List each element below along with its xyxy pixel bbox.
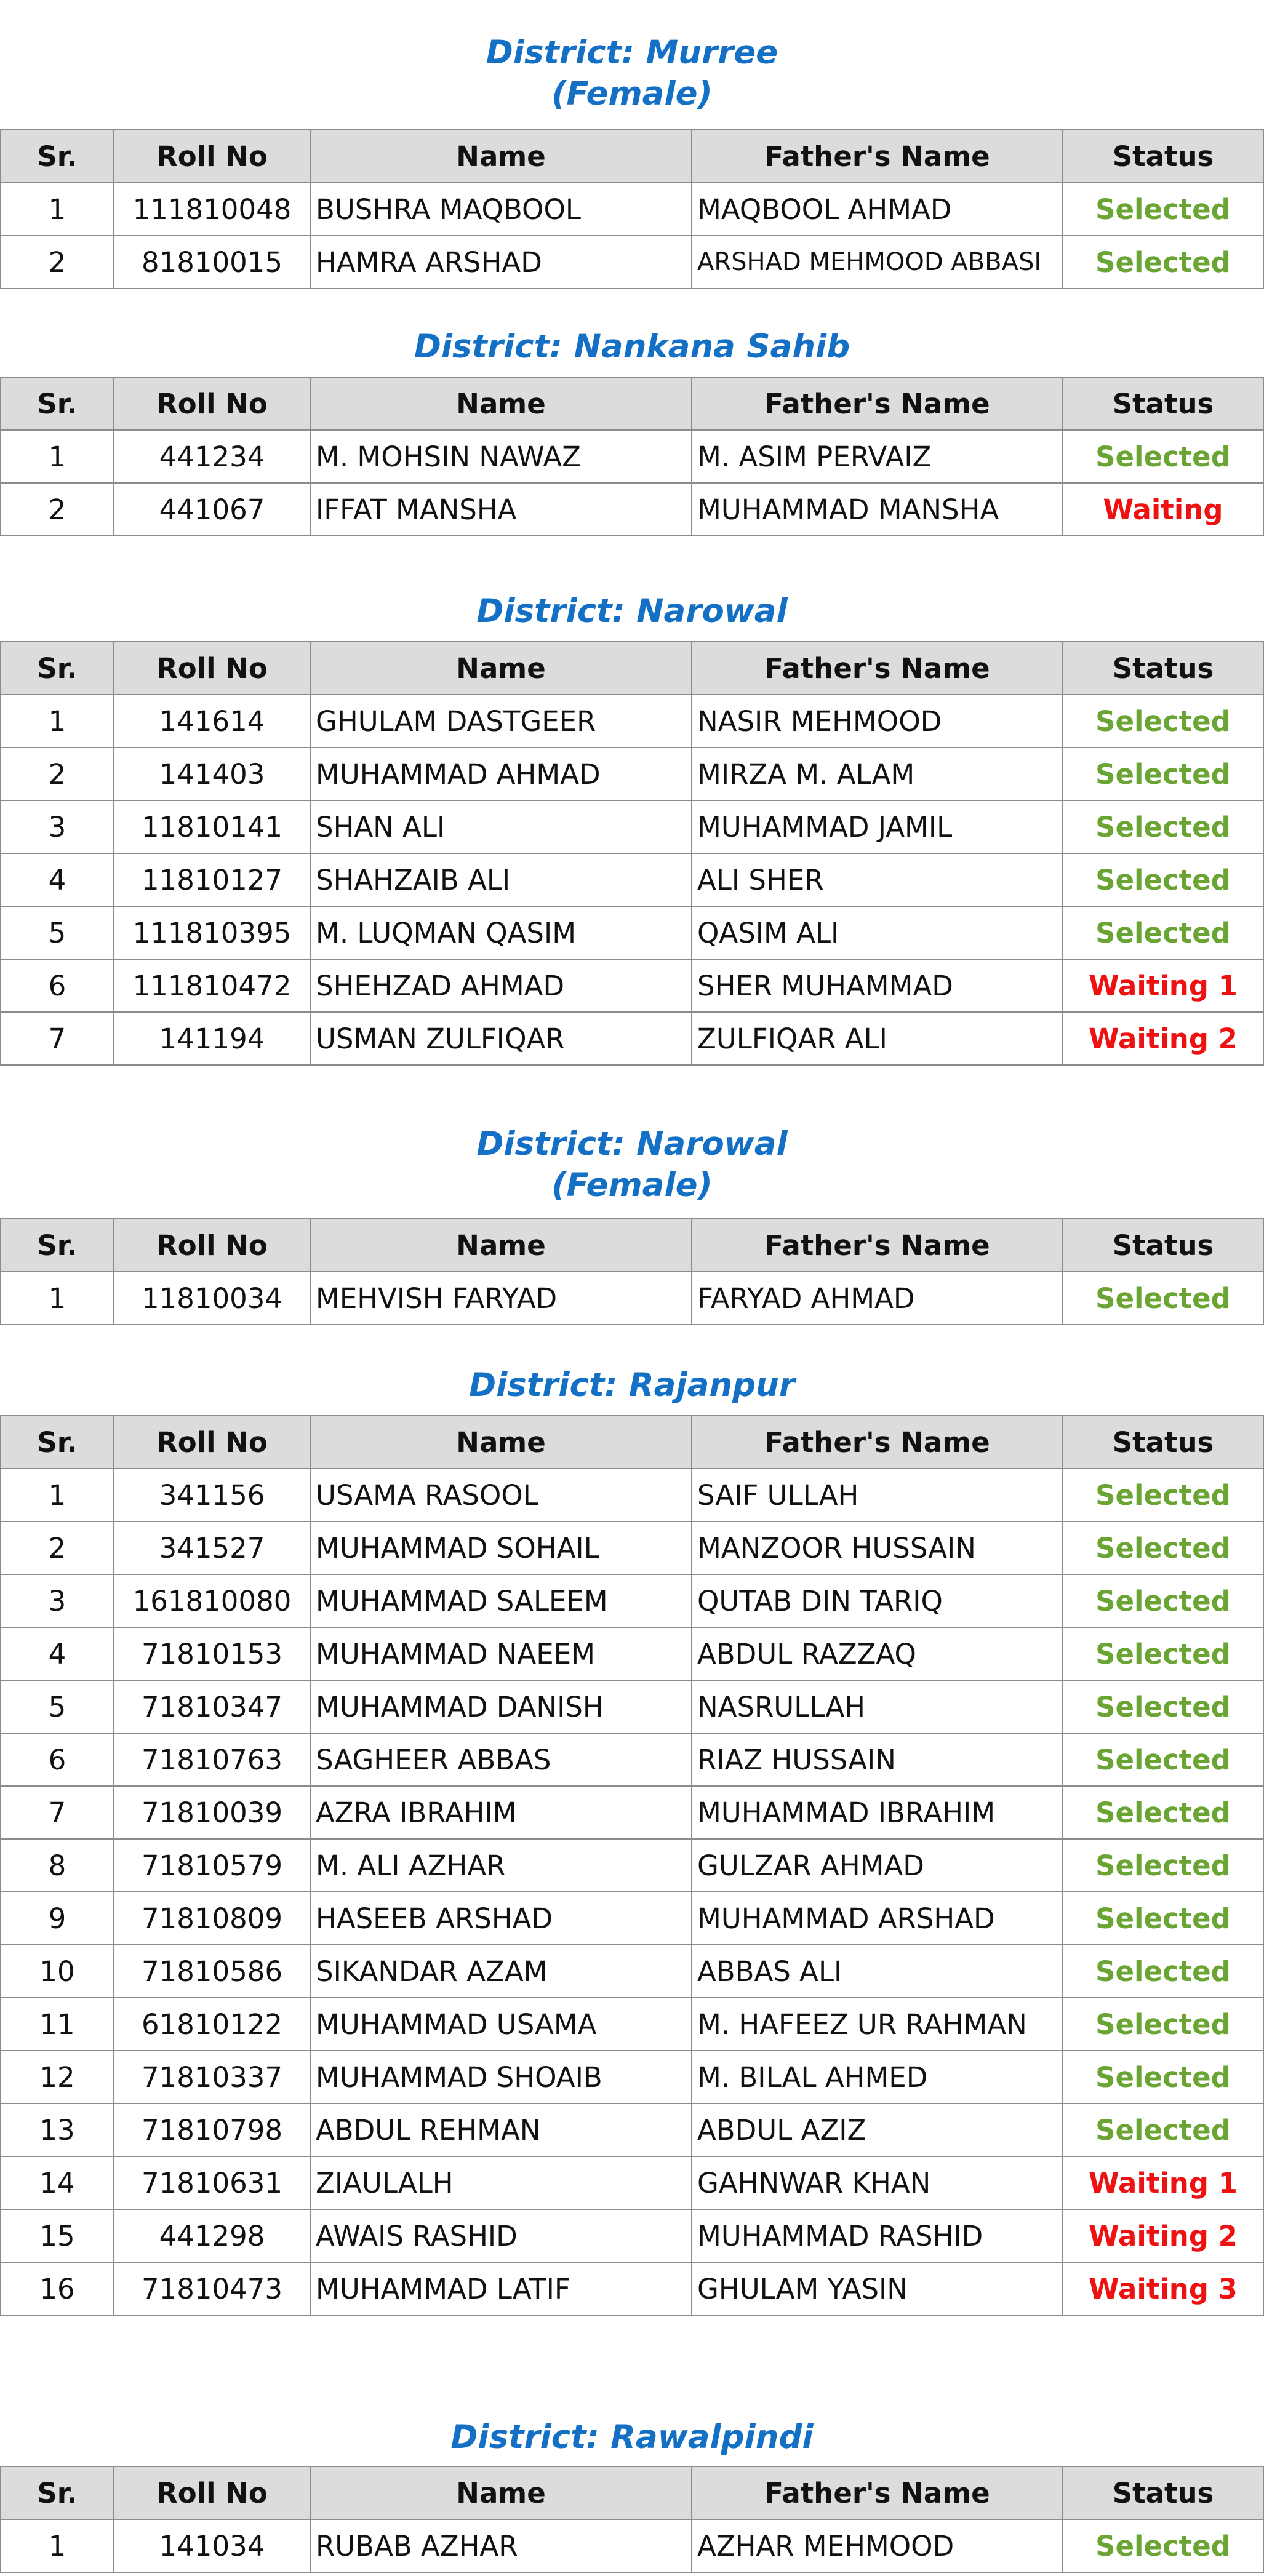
status-cell: Selected [1063,748,1263,800]
sr-cell: 3 [1,800,114,853]
name-cell: MUHAMMAD SHOAIB [310,2051,692,2103]
father-name-cell: NASRULLAH [692,1680,1063,1733]
name-cell: GHULAM DASTGEER [310,695,692,748]
header-status: Status [1063,2466,1263,2519]
sr-cell: 1 [1,2519,114,2572]
district-title [0,1123,1264,1206]
father-name-cell: MIRZA M. ALAM [692,748,1063,800]
name-cell: MUHAMMAD LATIF [310,2262,692,2315]
header-roll-no: Roll No [114,1416,310,1469]
header-status: Status [1063,377,1263,430]
roll-no-cell: 111810472 [114,959,310,1012]
table-header-row [1,377,1263,430]
district-title-line: District: Murree [486,34,778,71]
sr-cell: 8 [1,1839,114,1892]
name-cell: HASEEB ARSHAD [310,1892,692,1945]
status-cell: Waiting 1 [1063,959,1263,1012]
father-name-cell: M. HAFEEZ UR RAHMAN [692,1998,1063,2051]
table-row [1,1680,1263,1733]
district-title [0,2417,1264,2458]
table-row [1,695,1263,748]
father-name-cell: MANZOOR HUSSAIN [692,1521,1063,1574]
roll-no-cell: 71810763 [114,1733,310,1786]
name-cell: M. MOHSIN NAWAZ [310,430,692,483]
name-cell: ZIAULALH [310,2156,692,2209]
father-name-cell: QASIM ALI [692,906,1063,959]
table-row [1,1998,1263,2051]
header-name: Name [310,642,692,695]
roll-no-cell: 141194 [114,1012,310,1065]
district-title [0,32,1264,114]
name-cell: USAMA RASOOL [310,1469,692,1521]
table-row [1,1786,1263,1839]
name-cell: MEHVISH FARYAD [310,1272,692,1325]
status-cell: Selected [1063,1733,1263,1786]
sr-cell: 10 [1,1945,114,1998]
status-cell: Waiting 1 [1063,2156,1263,2209]
sr-cell: 7 [1,1786,114,1839]
header-roll-no: Roll No [114,130,310,183]
roll-no-cell: 71810039 [114,1786,310,1839]
name-cell: SAGHEER ABBAS [310,1733,692,1786]
sr-cell: 9 [1,1892,114,1945]
sr-cell: 1 [1,430,114,483]
table-row [1,1892,1263,1945]
sr-cell: 6 [1,959,114,1012]
father-name-cell: MAQBOOL AHMAD [692,183,1063,236]
district-title-line: (Female) [551,1166,713,1204]
roll-no-cell: 441298 [114,2209,310,2262]
roll-no-cell: 71810347 [114,1680,310,1733]
table-row [1,2051,1263,2103]
header-sr: Sr. [1,130,114,183]
sr-cell: 12 [1,2051,114,2103]
father-name-cell: GHULAM YASIN [692,2262,1063,2315]
sr-cell: 5 [1,1680,114,1733]
status-cell: Selected [1063,1627,1263,1680]
header-roll-no: Roll No [114,2466,310,2519]
name-cell: MUHAMMAD AHMAD [310,748,692,800]
status-cell: Selected [1063,236,1263,289]
header-father-name: Father's Name [692,377,1063,430]
header-status: Status [1063,130,1263,183]
table-row [1,2209,1263,2262]
status-cell: Selected [1063,1272,1263,1325]
results-table [0,377,1264,536]
name-cell: BUSHRA MAQBOOL [310,183,692,236]
father-name-cell: ZULFIQAR ALI [692,1012,1063,1065]
header-name: Name [310,2466,692,2519]
name-cell: MUHAMMAD DANISH [310,1680,692,1733]
status-cell: Selected [1063,1945,1263,1998]
status-cell: Waiting [1063,483,1263,536]
father-name-cell: FARYAD AHMAD [692,1272,1063,1325]
sr-cell: 7 [1,1012,114,1065]
sr-cell: 3 [1,1574,114,1627]
header-roll-no: Roll No [114,642,310,695]
father-name-cell: MUHAMMAD RASHID [692,2209,1063,2262]
name-cell: SHAHZAIB ALI [310,853,692,906]
roll-no-cell: 71810337 [114,2051,310,2103]
name-cell: AZRA IBRAHIM [310,1786,692,1839]
status-cell: Selected [1063,1892,1263,1945]
name-cell: M. ALI AZHAR [310,1839,692,1892]
header-father-name: Father's Name [692,1416,1063,1469]
header-name: Name [310,377,692,430]
name-cell: SIKANDAR AZAM [310,1945,692,1998]
table-row [1,800,1263,853]
status-cell: Selected [1063,695,1263,748]
status-cell: Selected [1063,2051,1263,2103]
status-cell: Selected [1063,1521,1263,1574]
district-title-line: District: Rajanpur [469,1366,795,1404]
father-name-cell: ARSHAD MEHMOOD ABBASI [692,236,1063,289]
sr-cell: 2 [1,483,114,536]
name-cell: SHEHZAD AHMAD [310,959,692,1012]
name-cell: RUBAB AZHAR [310,2519,692,2572]
header-father-name: Father's Name [692,130,1063,183]
district-title-line: District: Narowal [476,592,788,630]
table-row [1,1272,1263,1325]
table-row [1,1733,1263,1786]
table-row [1,1574,1263,1627]
sr-cell: 13 [1,2103,114,2156]
table-row [1,748,1263,800]
name-cell: MUHAMMAD SALEEM [310,1574,692,1627]
name-cell: HAMRA ARSHAD [310,236,692,289]
father-name-cell: ALI SHER [692,853,1063,906]
status-cell: Selected [1063,1574,1263,1627]
sr-cell: 6 [1,1733,114,1786]
header-father-name: Father's Name [692,642,1063,695]
name-cell: USMAN ZULFIQAR [310,1012,692,1065]
roll-no-cell: 111810048 [114,183,310,236]
father-name-cell: GULZAR AHMAD [692,1839,1063,1892]
roll-no-cell: 71810809 [114,1892,310,1945]
roll-no-cell: 11810034 [114,1272,310,1325]
results-table [0,1218,1264,1325]
district-title-line: District: Narowal [476,1125,788,1163]
roll-no-cell: 81810015 [114,236,310,289]
header-sr: Sr. [1,2466,114,2519]
table-row [1,2519,1263,2572]
sr-cell: 5 [1,906,114,959]
sr-cell: 1 [1,695,114,748]
table-row [1,2103,1263,2156]
status-cell: Selected [1063,1786,1263,1839]
roll-no-cell: 61810122 [114,1998,310,2051]
header-sr: Sr. [1,1219,114,1272]
sr-cell: 2 [1,1521,114,1574]
table-row [1,1469,1263,1521]
sr-cell: 15 [1,2209,114,2262]
table-row [1,1012,1263,1065]
status-cell: Selected [1063,1469,1263,1521]
roll-no-cell: 111810395 [114,906,310,959]
roll-no-cell: 141034 [114,2519,310,2572]
status-cell: Selected [1063,183,1263,236]
sr-cell: 11 [1,1998,114,2051]
table-header-row [1,642,1263,695]
district-title [0,326,1264,367]
results-table [0,129,1264,289]
status-cell: Waiting 2 [1063,2209,1263,2262]
header-status: Status [1063,1416,1263,1469]
name-cell: SHAN ALI [310,800,692,853]
father-name-cell: SAIF ULLAH [692,1469,1063,1521]
header-roll-no: Roll No [114,1219,310,1272]
district-title-line: (Female) [551,75,713,113]
header-sr: Sr. [1,642,114,695]
name-cell: MUHAMMAD USAMA [310,1998,692,2051]
district-title [0,1365,1264,1406]
father-name-cell: ABDUL AZIZ [692,2103,1063,2156]
sr-cell: 2 [1,236,114,289]
header-roll-no: Roll No [114,377,310,430]
table-row [1,1839,1263,1892]
sr-cell: 1 [1,1469,114,1521]
table-row [1,1627,1263,1680]
name-cell: MUHAMMAD SOHAIL [310,1521,692,1574]
table-row [1,1945,1263,1998]
roll-no-cell: 71810153 [114,1627,310,1680]
header-name: Name [310,1219,692,1272]
name-cell: IFFAT MANSHA [310,483,692,536]
table-header-row [1,1219,1263,1272]
father-name-cell: MUHAMMAD JAMIL [692,800,1063,853]
table-row [1,853,1263,906]
header-sr: Sr. [1,377,114,430]
district-title [0,591,1264,632]
sr-cell: 1 [1,183,114,236]
sr-cell: 4 [1,853,114,906]
status-cell: Selected [1063,430,1263,483]
header-status: Status [1063,1219,1263,1272]
header-sr: Sr. [1,1416,114,1469]
header-name: Name [310,1416,692,1469]
status-cell: Selected [1063,2519,1263,2572]
district-title-line: District: Rawalpindi [450,2418,814,2456]
header-status: Status [1063,642,1263,695]
table-row [1,959,1263,1012]
sr-cell: 4 [1,1627,114,1680]
header-father-name: Father's Name [692,1219,1063,1272]
father-name-cell: QUTAB DIN TARIQ [692,1574,1063,1627]
father-name-cell: RIAZ HUSSAIN [692,1733,1063,1786]
table-row [1,483,1263,536]
roll-no-cell: 71810798 [114,2103,310,2156]
table-header-row [1,1416,1263,1469]
header-father-name: Father's Name [692,2466,1063,2519]
father-name-cell: ABBAS ALI [692,1945,1063,1998]
father-name-cell: NASIR MEHMOOD [692,695,1063,748]
results-table [0,641,1264,1066]
sr-cell: 14 [1,2156,114,2209]
status-cell: Selected [1063,800,1263,853]
sr-cell: 1 [1,1272,114,1325]
roll-no-cell: 441234 [114,430,310,483]
table-row [1,2262,1263,2315]
roll-no-cell: 71810631 [114,2156,310,2209]
table-row [1,183,1263,236]
name-cell: AWAIS RASHID [310,2209,692,2262]
roll-no-cell: 141403 [114,748,310,800]
status-cell: Waiting 3 [1063,2262,1263,2315]
father-name-cell: AZHAR MEHMOOD [692,2519,1063,2572]
roll-no-cell: 11810141 [114,800,310,853]
results-table [0,1415,1264,2316]
status-cell: Selected [1063,1680,1263,1733]
father-name-cell: GAHNWAR KHAN [692,2156,1063,2209]
district-title-line: District: Nankana Sahib [414,328,850,365]
table-row [1,906,1263,959]
roll-no-cell: 71810579 [114,1839,310,1892]
roll-no-cell: 341527 [114,1521,310,1574]
status-cell: Selected [1063,1998,1263,2051]
table-row [1,236,1263,289]
roll-no-cell: 11810127 [114,853,310,906]
roll-no-cell: 71810586 [114,1945,310,1998]
roll-no-cell: 141614 [114,695,310,748]
table-header-row [1,130,1263,183]
roll-no-cell: 71810473 [114,2262,310,2315]
status-cell: Waiting 2 [1063,1012,1263,1065]
sr-cell: 2 [1,748,114,800]
roll-no-cell: 341156 [114,1469,310,1521]
roll-no-cell: 441067 [114,483,310,536]
father-name-cell: M. BILAL AHMED [692,2051,1063,2103]
table-header-row [1,2466,1263,2519]
table-row [1,2156,1263,2209]
status-cell: Selected [1063,1839,1263,1892]
table-row [1,1521,1263,1574]
roll-no-cell: 161810080 [114,1574,310,1627]
name-cell: MUHAMMAD NAEEM [310,1627,692,1680]
status-cell: Selected [1063,853,1263,906]
father-name-cell: SHER MUHAMMAD [692,959,1063,1012]
father-name-cell: MUHAMMAD MANSHA [692,483,1063,536]
father-name-cell: MUHAMMAD ARSHAD [692,1892,1063,1945]
table-row [1,430,1263,483]
name-cell: M. LUQMAN QASIM [310,906,692,959]
sr-cell: 16 [1,2262,114,2315]
status-cell: Selected [1063,906,1263,959]
father-name-cell: M. ASIM PERVAIZ [692,430,1063,483]
father-name-cell: MUHAMMAD IBRAHIM [692,1786,1063,1839]
father-name-cell: ABDUL RAZZAQ [692,1627,1063,1680]
status-cell: Selected [1063,2103,1263,2156]
name-cell: ABDUL REHMAN [310,2103,692,2156]
results-table [0,2466,1264,2573]
header-name: Name [310,130,692,183]
